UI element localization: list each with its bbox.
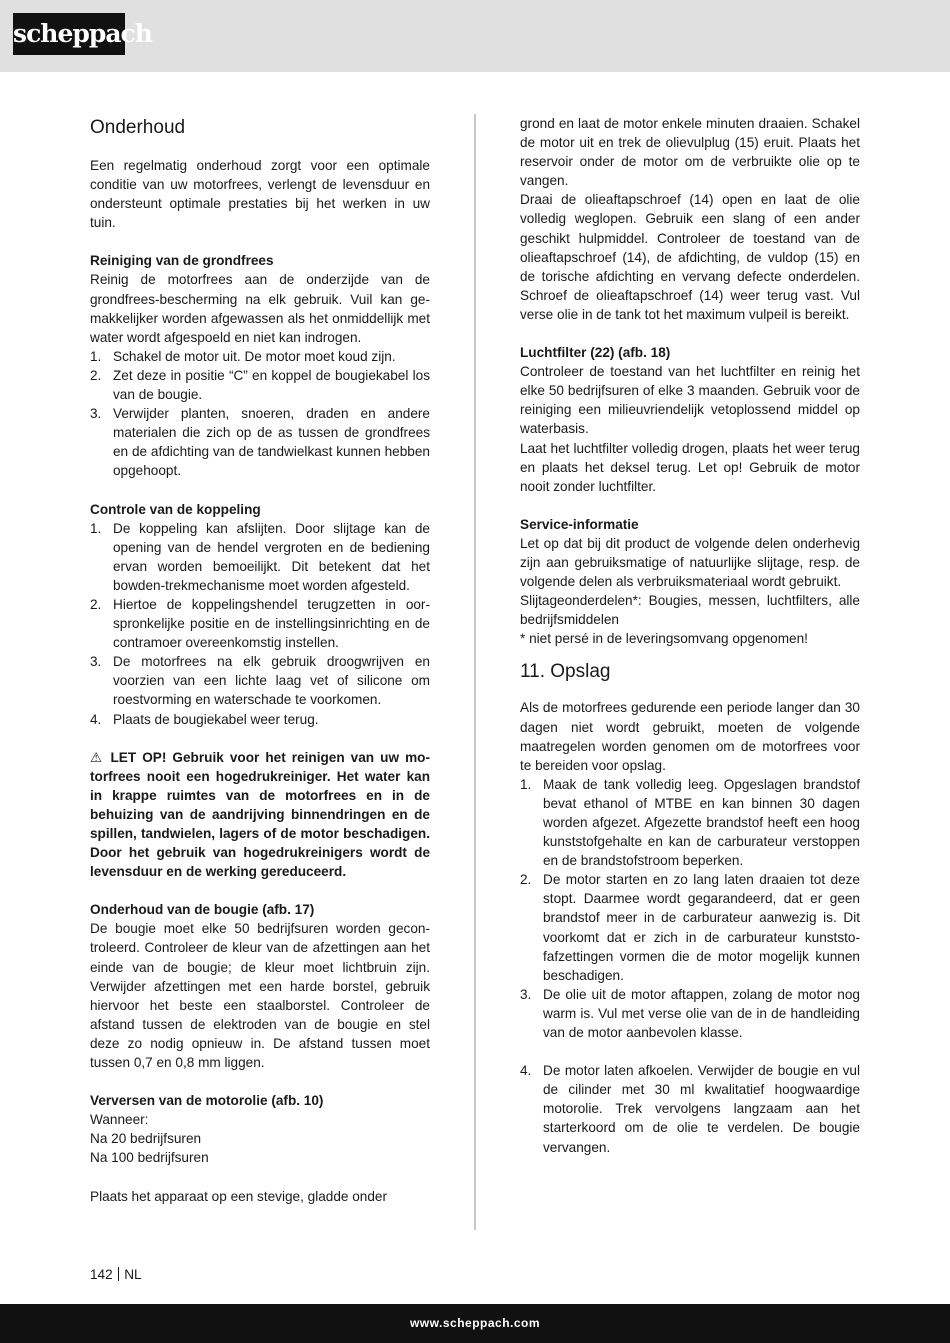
oil-interval-line: Na 20 bedrijfsuren <box>90 1131 202 1147</box>
right-column <box>520 114 860 1157</box>
page-separator <box>118 1267 120 1281</box>
oil-change-text: Plaats het apparaat op een stevige, gladde onder <box>90 1188 388 1204</box>
list-item: 3. De olie uit de motor aftappen, zolang de motor nog warm is. Vul met verse olie van de in de handleiding van de motor aanbevolen klasse. <box>520 986 860 1041</box>
left-column <box>90 114 430 1206</box>
list-item: 4. Plaats de bougiekabel weer terug. <box>90 711 319 727</box>
heading-oil-change: Verversen van de motorolie (afb. 10) <box>90 1093 324 1109</box>
page-number: 142 NL <box>90 1267 142 1282</box>
warning-paragraph: ⚠ LET OP! Gebruik voor het reinigen van uw motorfrees nooit een hogedrukreiniger. Het water kan in krappe ruimtes van de motorfrees en in de behuizing van de aandrijving binnendringen en de spillen, tandwielen, lagers of de motor beschadigen. Door het gebruik van hogedrukreinigers wordt de levensduur en de werking gereduceerd. <box>90 749 430 880</box>
air-filter-text-2: Laat het luchtfilter volledig drogen, plaats het weer terug en plaats het deksel terug. Let op! Gebruik de motor nooit zonder luchtfilter. <box>520 440 860 494</box>
heading-cleaning: Reiniging van de grondfrees <box>90 253 274 269</box>
list-item: 2. Hiertoe de koppelingshendel terugzetten in oorspronkelijke positie en de instellingsinrichting en de contramoer overeenkomstig instellen. <box>90 596 430 651</box>
list-item: 1. Maak de tank volledig leeg. Opgeslagen brandstof bevat ethanol of MTBE en kan binnen 30 dagen worden afgezet. Afgezette brandstof heeft een hoog kunststofgehalte en kan de carburateur verstoppen en de brandstofstroom beperken. <box>520 776 860 869</box>
heading-clutch: Controle van de koppeling <box>90 501 261 517</box>
wear-parts-note: * niet persé in de leveringsomvang opgenomen! <box>520 631 808 647</box>
list-item: 3. De motorfrees na elk gebruik droogwrijven en voorzien van een lichte laag vet of silicone om roestvorming en waterschade te voorkomen. <box>90 654 430 708</box>
section-title-opslag: 11. Opslag <box>520 661 611 683</box>
section-title-onderhoud: Onderhoud <box>90 117 186 138</box>
brand-logo: scheppach <box>13 13 125 55</box>
cleaning-text: Reinig de motorfrees aan de onderzijde van de grondfrees-bescherming na elk gebruik. Vuil kan gemakkelijker worden afgewassen als het onmiddellijk met water wordt afgespoeld en niet kan indrogen. <box>90 272 430 345</box>
oil-drain-text: Draai de olieaftapschroef (14) open en laat de olie volledig weglopen. Gebruik een slang of een ander geschikt hulpmiddel. Controleer de toestand van de olieaftapschroef (14), de afdichting, de vuldop (15) en de torische afdichting en vervang defecte onderdelen. Schroef de olieaftapschroef (14) weer terug vast. Vul verse olie in de tank tot het maximum vulpeil is bereikt. <box>520 192 860 322</box>
intro-paragraph: Een regelmatig onderhoud zorgt voor een optimale conditie van uw motorfrees, verlengt de levensduur en ondersteunt optimale prestaties bij het werken in uw tuin. <box>90 158 430 231</box>
heading-air-filter: Luchtfilter (22) (afb. 18) <box>520 345 671 361</box>
oil-change-continued: grond en laat de motor enkele minuten draaien. Schakel de motor uit en trek de olievulplug (15) eruit. Plaats het reservoir onder de motor om de verbruikte olie op te vangen. <box>520 116 860 189</box>
column-divider <box>474 114 476 1230</box>
list-item: 1. Schakel de motor uit. De motor moet koud zijn. <box>90 348 396 364</box>
warning-triangle-icon: ⚠ <box>90 749 105 765</box>
spark-plug-text: De bougie moet elke 50 bedrijfsuren worden gecontroleerd. Controleer de kleur van de afzettingen aan het einde van de bougie; de kleur moet lichtbruin zijn. Verwijder afzettingen met een harde borstel, gebruik hiervoor het beste een staalborstel. Controleer de afstand tussen de elektroden van de bougie en stel deze zo nodig opnieuw in. De afstand tussen moet tussen 0,7 en 0,8 mm liggen. <box>90 921 430 1071</box>
footer-bar <box>0 1304 950 1343</box>
list-item: 3. Verwijder planten, snoeren, draden en andere materialen die zich op de as tussen de grondfrees en de afdichting van de tandwielkast kunnen hebben opgehoopt. <box>90 406 430 479</box>
list-item: 4. De motor laten afkoelen. Verwijder de bougie en vul de cilinder met 30 ml kwalitatief hoogwaardige motorolie. Trek vervolgens langzaam aan het starterkoord om de olie te verdelen. De bougie vervangen. <box>520 1063 860 1155</box>
clutch-list <box>90 519 430 729</box>
list-item: 2. De motor starten en zo lang laten draaien tot deze stopt. Daarmee wordt gegarandeerd, dat er geen brandstof meer in de carburateur aanwezig is. Dit voorkomt dat er zich in de carburateur kunststofafzettingen vormen die de motor mogelijk kunnen beschadigen. <box>520 872 860 983</box>
air-filter-text: Controleer de toestand van het luchtfilter en reinig het elke 50 bedrijfsuren of elke 3 maanden. Gebruik voor de reiniging een milieuvriendelijk vetoplossend middel op waterbasis. <box>520 364 860 437</box>
list-item: 1. De koppeling kan afslijten. Door slijtage kan de opening van de hendel vergroten en de bediening ervan worden bemoeilijkt. Dit betekent dat het bowden-trekmechanisme moet worden afgesteld. <box>90 520 430 593</box>
oil-interval-line: Na 100 bedrijfsuren <box>90 1150 209 1166</box>
website-url[interactable]: www.scheppach.com <box>409 1316 541 1330</box>
storage-intro: Als de motorfrees gedurende een periode langer dan 30 dagen niet wordt gebruikt, moeten de volgende maatregelen worden genomen om de motorfrees voor te bereiden voor opslag. <box>520 700 860 773</box>
service-info-text: Let op dat bij dit product de volgende delen onderhevig zijn aan gebruiksmatige of natuurlijke slijtage, resp. de volgende delen als verbruiksmateriaal wordt gebruikt. <box>520 535 860 590</box>
heading-spark-plug: Onderhoud van de bougie (afb. 17) <box>90 902 315 918</box>
wear-parts-text: Slijtageonderdelen*: Bougies, messen, luchtfilters, alle bedrijfsmiddelen <box>520 593 860 628</box>
heading-service-info: Service-informatie <box>520 516 639 532</box>
header-bar <box>0 0 950 72</box>
oil-when-line: Wanneer: <box>90 1112 149 1128</box>
cleaning-list <box>90 347 430 481</box>
list-item: 2. Zet deze in positie “C” en koppel de bougiekabel los van de bougie. <box>90 367 430 403</box>
storage-list <box>520 775 860 1157</box>
